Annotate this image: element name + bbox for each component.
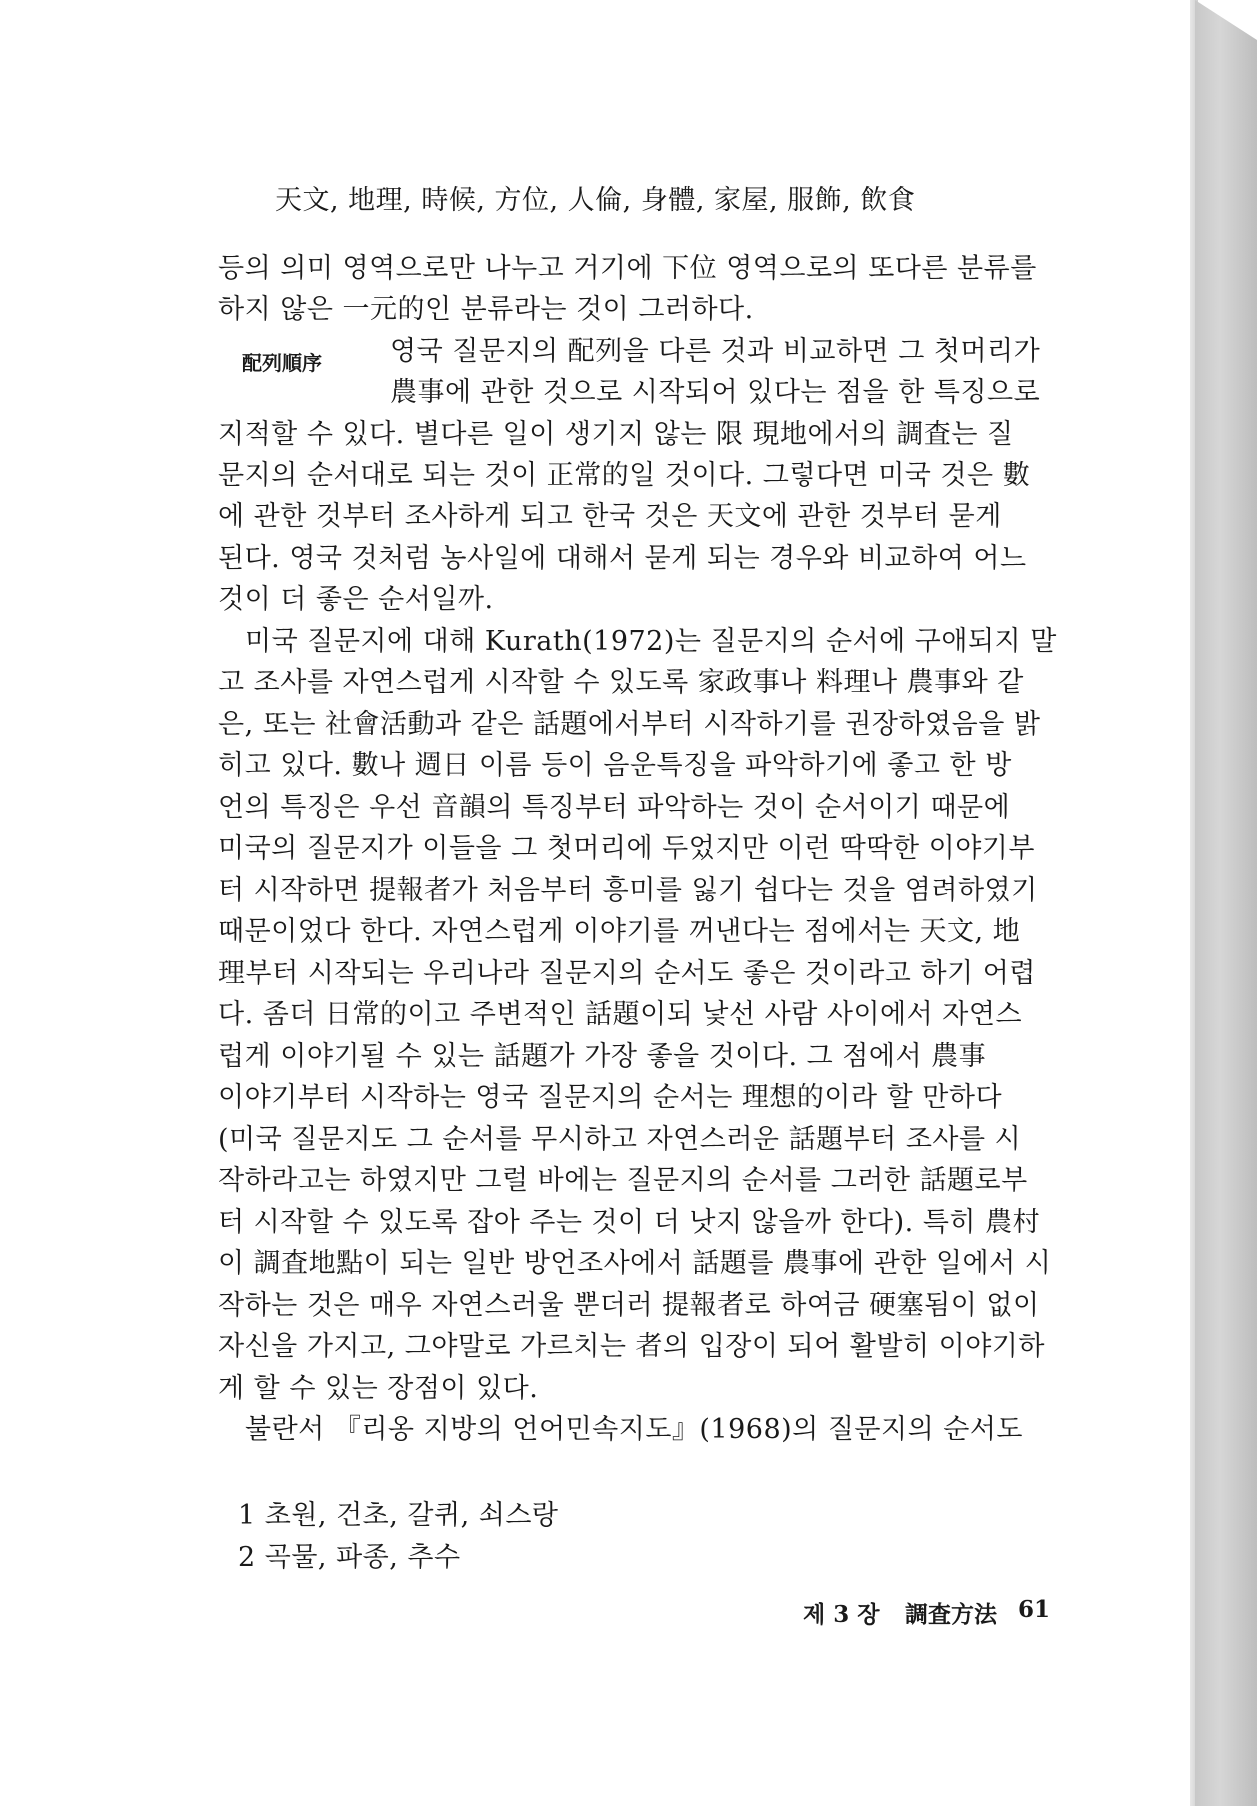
text-line: 고 조사를 자연스럽게 시작할 수 있도록 家政事나 料理나 農事와 같 [218, 667, 1024, 698]
text-line: 미국의 질문지가 이들을 그 첫머리에 두었지만 이런 딱딱한 이야기부 [218, 833, 1035, 864]
text-line: 히고 있다. 數나 週日 이름 등이 음운특징을 파악하기에 좋고 한 방 [218, 750, 1012, 781]
text-line: 터 시작하면 提報者가 처음부터 흥미를 잃기 쉽다는 것을 염려하였기 [218, 875, 1038, 906]
text-line: 문지의 순서대로 되는 것이 正常的일 것이다. 그렇다면 미국 것은 數 [218, 460, 1031, 491]
text-line: 터 시작할 수 있도록 잡아 주는 것이 더 낫지 않을까 한다). 특히 農村 [218, 1207, 1041, 1238]
text-line: 은, 또는 社會活動과 같은 話題에서부터 시작하기를 권장하였음을 밝 [218, 709, 1041, 740]
page-stack-edge [1195, 0, 1257, 1806]
text-line: 理부터 시작되는 우리나라 질문지의 순서도 좋은 것이라고 하기 어렵 [218, 958, 1036, 989]
footer-page-number: 61 [1018, 1596, 1051, 1623]
footer-chapter: 제 3 장 [803, 1601, 880, 1628]
text-line: 작하라고는 하였지만 그럴 바에는 질문지의 순서를 그러한 話題로부 [218, 1165, 1028, 1196]
text-line: 자신을 가지고, 그야말로 가르치는 者의 입장이 되어 활발히 이야기하 [218, 1331, 1045, 1362]
text-line: 다. 좀더 日常的이고 주변적인 話題이되 낯선 사람 사이에서 자연스 [218, 999, 1023, 1030]
text-line: 미국 질문지에 대해 Kurath(1972)는 질문지의 순서에 구애되지 말 [245, 626, 1057, 657]
text-line: 때문이었다 한다. 자연스럽게 이야기를 꺼낸다는 점에서는 天文, 地 [218, 916, 1021, 947]
text-line: 이야기부터 시작하는 영국 질문지의 순서는 理想的이라 할 만하다 [218, 1082, 1003, 1113]
heading-list: 天文, 地理, 時候, 方位, 人倫, 身體, 家屋, 服飾, 飲食 [275, 185, 916, 216]
text-line: (미국 질문지도 그 순서를 무시하고 자연스러운 話題부터 조사를 시 [218, 1124, 1022, 1155]
text-line: 이 調査地點이 되는 일반 방언조사에서 話題를 農事에 관한 일에서 시 [218, 1248, 1052, 1279]
text-line: 하지 않은 一元的인 분류라는 것이 그러하다. [218, 294, 754, 325]
text-line: 農事에 관한 것으로 시작되어 있다는 점을 한 특징으로 [390, 377, 1041, 408]
text-line: 지적할 수 있다. 별다른 일이 생기지 않는 限 現地에서의 調査는 질 [218, 419, 1014, 450]
text-line: 게 할 수 있는 장점이 있다. [218, 1373, 539, 1404]
text-line: 된다. 영국 것처럼 농사일에 대해서 묻게 되는 경우와 비교하여 어느 [218, 543, 1027, 574]
list-item: 2 곡물, 파종, 추수 [238, 1542, 461, 1573]
text-line: 것이 더 좋은 순서일까. [218, 584, 494, 615]
text-line: 럽게 이야기될 수 있는 話題가 가장 좋을 것이다. 그 점에서 農事 [218, 1041, 987, 1072]
margin-note: 配列順序 [242, 351, 322, 375]
text-line: 등의 의미 영역으로만 나누고 거기에 下位 영역으로의 또다른 분류를 [218, 253, 1037, 284]
text-line: 불란서 『리옹 지방의 언어민속지도』(1968)의 질문지의 순서도 [245, 1414, 1023, 1445]
footer-title: 調査方法 [905, 1601, 997, 1628]
text-line: 언의 특징은 우선 音韻의 특징부터 파악하는 것이 순서이기 때문에 [218, 792, 1011, 823]
list-item: 1 초원, 건초, 갈퀴, 쇠스랑 [238, 1500, 559, 1531]
text-line: 에 관한 것부터 조사하게 되고 한국 것은 天文에 관한 것부터 묻게 [218, 501, 1002, 532]
text-line: 영국 질문지의 配列을 다른 것과 비교하면 그 첫머리가 [390, 336, 1041, 367]
text-line: 작하는 것은 매우 자연스러울 뿐더러 提報者로 하여금 硬塞됨이 없이 [218, 1290, 1040, 1321]
